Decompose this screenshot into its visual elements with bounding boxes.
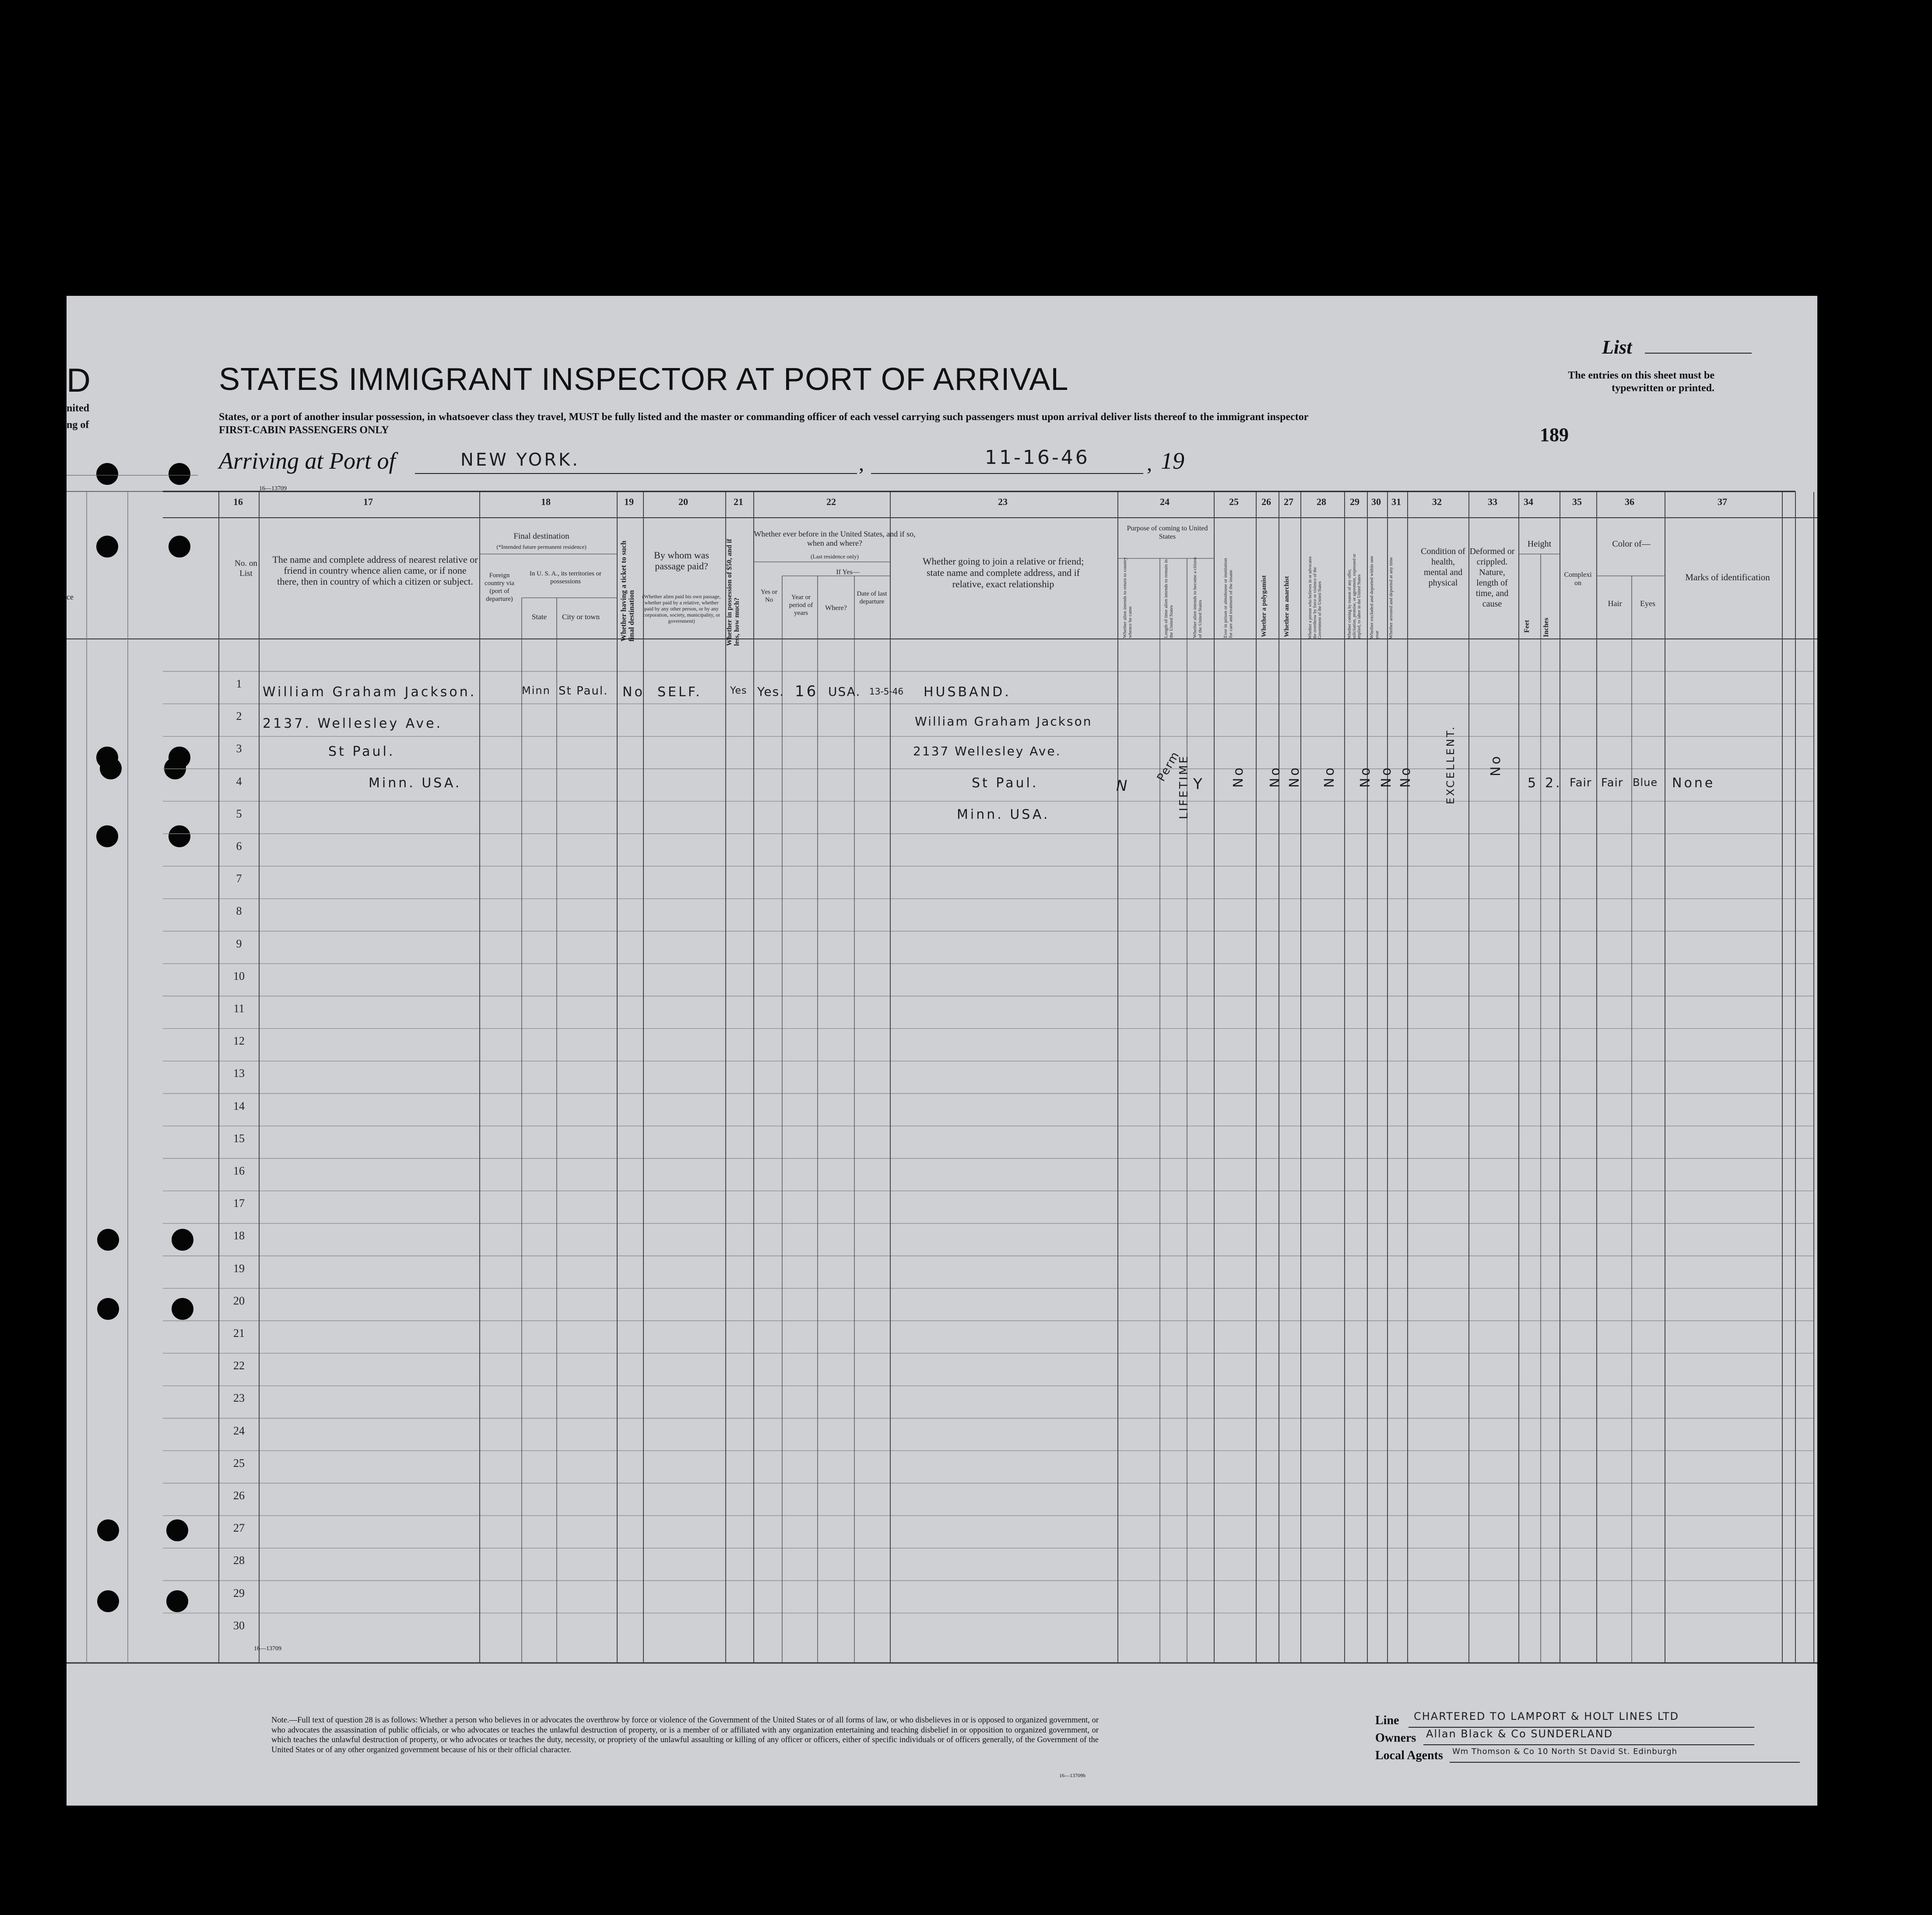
header-by-whom: By whom was passage paid?	[654, 550, 709, 572]
sheet-note: The entries on this sheet must be typewritten or printed.	[1568, 370, 1714, 394]
row-number: 27	[233, 1522, 245, 1535]
row-number: 29	[233, 1586, 245, 1599]
header-color-of: Color of—	[1612, 539, 1651, 549]
row-number: 16	[233, 1164, 245, 1177]
row-number: 9	[236, 937, 242, 950]
class-line: FIRST-CABIN PASSENGERS ONLY	[219, 424, 389, 436]
comma-separator-2: ,	[1147, 452, 1152, 475]
column-number: 26	[1261, 496, 1271, 507]
prison-value: No	[1231, 765, 1246, 788]
join-country: Minn. USA.	[957, 807, 1050, 822]
relative-country: Minn. USA.	[369, 775, 462, 791]
page-number: 189	[1540, 424, 1569, 445]
join-relationship: HUSBAND.	[924, 684, 1011, 700]
health-value: EXCELLENT.	[1444, 725, 1457, 804]
header-polygamist: Whether a polygamist	[1261, 575, 1268, 637]
row-number: 17	[233, 1197, 245, 1210]
column-number: 37	[1718, 496, 1727, 507]
header-no-on-list: No. on List	[235, 559, 257, 578]
form-code-left: 16—13709	[254, 1645, 281, 1652]
header-excluded: Whether excluded and deported within one year	[1369, 556, 1380, 639]
header-before-in-us-sub: (Last residence only)	[811, 553, 859, 560]
row-number: 15	[233, 1132, 245, 1145]
header-length-of-stay: Length of time alien intends to remain in the United States	[1163, 559, 1174, 638]
header-possession-50: Whether in possession of $50, and if less, how much?	[726, 539, 741, 646]
inches-value: 2.	[1545, 775, 1562, 791]
column-number: 19	[624, 496, 634, 507]
header-before-in-us: Whether ever before in the United States, and if so, when and where?	[754, 530, 916, 547]
column-number: 32	[1432, 496, 1442, 507]
header-deformed: Deformed or crippled. Nature, length of time, and cause	[1469, 547, 1515, 609]
agents-blank	[1450, 1762, 1800, 1763]
row-number: 26	[233, 1489, 245, 1502]
header-where: Where?	[825, 604, 847, 612]
anarchist-value: No	[1287, 765, 1302, 788]
page-title: STATES IMMIGRANT INSPECTOR AT PORT OF ARRIVAL	[219, 362, 1069, 397]
year-prefix: 19	[1161, 448, 1184, 474]
line-label: Line	[1375, 1714, 1399, 1727]
relative-street: 2137. Wellesley Ave.	[263, 716, 443, 731]
column-number: 22	[826, 496, 836, 507]
left-fragment: D	[67, 362, 91, 399]
row-number: 19	[233, 1262, 245, 1275]
row-number: 10	[233, 969, 245, 982]
passage-paid-by: SELF.	[657, 684, 702, 700]
header-labor-offer: Whether coming by reason of any offer, solicitation, promise, or agreement, expressed or implied, to labor in the United States	[1347, 554, 1362, 639]
intends-return-value: N	[1116, 777, 1130, 795]
left-margin-text-2: ng of	[67, 419, 89, 431]
overthrow-value: No	[1322, 765, 1337, 788]
form-code-right: 16—13709b	[1059, 1772, 1085, 1778]
agents-value: Wm Thomson & Co 10 North St David St. Edinburgh	[1452, 1747, 1678, 1756]
header-purpose: Purpose of coming to United States	[1127, 525, 1208, 540]
join-name: William Graham Jackson	[915, 714, 1092, 729]
column-number: 25	[1229, 496, 1239, 507]
arrested-value: No	[1398, 765, 1413, 788]
header-join-relative: Whether going to join a relative or friend; state name and complete address, and if relative, exact relationship	[922, 556, 1084, 589]
ticket-value: No	[622, 684, 645, 700]
row-number: 23	[233, 1392, 245, 1405]
row-number: 25	[233, 1456, 245, 1470]
header-final-destination: Final destination	[513, 532, 569, 541]
last-departure-value: 13-5-46	[869, 686, 904, 697]
comma-separator: ,	[859, 452, 864, 475]
header-feet: Feet	[1523, 620, 1531, 633]
where-value: USA.	[828, 684, 861, 699]
column-number: 23	[998, 496, 1008, 507]
row-number: 4	[236, 775, 242, 788]
table-grid	[67, 296, 1817, 1806]
polygamist-value: No	[1268, 765, 1283, 788]
row-number: 22	[233, 1359, 245, 1372]
date-value: 11-16-46	[985, 446, 1090, 469]
row-number: 14	[233, 1099, 245, 1112]
join-city: St Paul.	[972, 775, 1039, 791]
header-state: State	[532, 613, 547, 621]
eyes-value: Blue	[1633, 776, 1658, 789]
list-label: List	[1602, 337, 1632, 358]
row-number: 20	[233, 1294, 245, 1307]
join-street: 2137 Wellesley Ave.	[913, 744, 1061, 758]
length-of-stay-perm: Perm	[1155, 749, 1183, 784]
header-intends-return: Whether alien intends to return to country whence he came	[1122, 557, 1133, 638]
row-number: 30	[233, 1619, 245, 1632]
question-28-note: Note.—Full text of question 28 is as follows: Whether a person who believes in or advocates the overthrow by force or violence of the Government of the United States or of all forms of law, or who disbelieves in or is opposed to organized government, or who advocates the assassination of public officials, or who advocates or teaches the unlawful destruction of property, or is a member of or affiliated with any organization entertaining and teaching disbelief in or opposition to organized government, or which teaches the unlawful destruction of property, or who advocates or teaches the duty, necessity, or propriety of the unlawful assaulting or killing of any officer or officers, either of specific individuals or of officers generally, of the Government of the United States or of any other organized government because of his or their official character.	[271, 1716, 1099, 1754]
hair-value: Fair	[1601, 776, 1623, 789]
row-number: 21	[233, 1327, 245, 1340]
header-marks: Marks of identification	[1685, 572, 1770, 582]
header-anarchist: Whether an anarchist	[1283, 576, 1290, 637]
left-margin-text-1: nited	[67, 403, 90, 414]
excluded-value: No	[1379, 765, 1394, 788]
header-years: Year or period of years	[789, 594, 813, 617]
header-in-usa: In U. S. A., its territories or possessions	[529, 570, 602, 585]
column-number: 35	[1572, 496, 1582, 507]
column-number: 24	[1160, 496, 1170, 507]
feet-value: 5	[1528, 775, 1539, 791]
labor-offer-value: No	[1358, 765, 1373, 788]
row-number: 3	[236, 742, 242, 755]
row-number: 12	[233, 1035, 245, 1048]
row-number: 8	[236, 905, 242, 918]
row-number: 11	[233, 1002, 245, 1015]
row-number: 5	[236, 807, 242, 820]
column-number: 21	[734, 496, 743, 507]
line-value: CHARTERED TO LAMPORT & HOLT LINES LTD	[1414, 1710, 1679, 1722]
before-in-us-value: Yes.	[757, 684, 785, 699]
header-yes-or-no: Yes or No	[760, 589, 778, 603]
column-number: 33	[1488, 496, 1497, 507]
complexion-value: Fair	[1570, 776, 1592, 789]
header-prison: Ever in prison or almshouse or institution for care and treatment of the insane	[1223, 558, 1233, 638]
header-last-departure: Date of last departure	[857, 590, 887, 605]
header-height: Height	[1527, 539, 1552, 549]
header-complexion: Complexion	[1564, 571, 1592, 587]
possession-50-value: Yes	[730, 685, 747, 696]
port-value: NEW YORK.	[460, 450, 580, 470]
manifest-sheet	[67, 296, 1817, 1806]
row-number: 6	[236, 840, 242, 852]
header-ticket: Whether having a ticket to such final destination	[619, 540, 636, 642]
left-margin-text-3: ce	[67, 593, 74, 601]
marks-value: None	[1672, 775, 1715, 791]
become-citizen-value: Y	[1193, 775, 1205, 793]
header-nearest-relative: The name and complete address of nearest relative or friend in country whence alien came, or if none there, then in country of which a citizen or subject.	[272, 554, 478, 587]
row-number: 24	[233, 1424, 245, 1437]
length-of-stay-lifetime: LIFETIME	[1177, 754, 1191, 819]
row-number: 18	[233, 1229, 245, 1242]
years-value: 16	[795, 683, 818, 700]
header-arrested: Whether arrested and deported at any time	[1388, 557, 1394, 639]
column-number: 16	[233, 496, 243, 507]
row-number: 7	[236, 872, 242, 885]
arriving-label: Arriving at Port of	[219, 448, 396, 474]
column-number: 36	[1625, 496, 1634, 507]
row-number: 13	[233, 1067, 245, 1080]
header-health: Condition of health, mental and physical	[1421, 547, 1465, 588]
header-inches: Inches	[1542, 617, 1550, 637]
header-foreign-country: Foreign country via (port of departure)	[485, 572, 514, 603]
header-overthrow: Whether a person who believes in or advocates the overthrow by force or violence of the Government of the United States	[1308, 556, 1322, 639]
column-number: 17	[363, 496, 373, 507]
column-number: 30	[1371, 496, 1381, 507]
header-hair: Hair	[1608, 599, 1622, 608]
column-number: 31	[1391, 496, 1401, 507]
header-city: City or town	[562, 613, 600, 621]
column-number: 29	[1350, 496, 1359, 507]
deformed-value: No	[1488, 754, 1503, 776]
header-if-yes: If Yes—	[836, 568, 860, 576]
owners-blank	[1423, 1744, 1754, 1745]
header-final-destination-sub: (*Intended future permanent residence)	[496, 544, 587, 550]
instruction-text: States, or a port of another insular possession, in whatsoever class they travel, MUST be fully listed and the master or commanding officer of each vessel carrying such passengers must upon arrival deliver lists thereof to the immigrant inspector	[219, 411, 1309, 423]
row-number: 1	[236, 677, 242, 690]
header-eyes: Eyes	[1640, 599, 1655, 608]
form-code: 16—13709	[259, 485, 287, 492]
column-number: 28	[1317, 496, 1326, 507]
header-by-whom-note: (Whether alien paid his own passage, whether paid by a relative, whether paid by any other person, or by any corporation, society, municipality, or government)	[642, 593, 721, 624]
relative-city: St Paul.	[328, 744, 395, 759]
column-number: 34	[1524, 496, 1533, 507]
owners-label: Owners	[1375, 1731, 1416, 1745]
destination-city: St Paul.	[559, 684, 608, 698]
row-number: 28	[233, 1554, 245, 1567]
destination-state: Minn	[522, 684, 551, 697]
relative-name: William Graham Jackson.	[263, 684, 477, 700]
column-number: 18	[541, 496, 551, 507]
column-number: 20	[678, 496, 688, 507]
row-number: 2	[236, 710, 242, 723]
owners-value: Allan Black & Co SUNDERLAND	[1426, 1728, 1613, 1740]
column-number: 27	[1284, 496, 1293, 507]
header-become-citizen: Whether alien intends to become a citizen of the United States	[1192, 557, 1203, 638]
agents-label: Local Agents	[1375, 1749, 1443, 1762]
